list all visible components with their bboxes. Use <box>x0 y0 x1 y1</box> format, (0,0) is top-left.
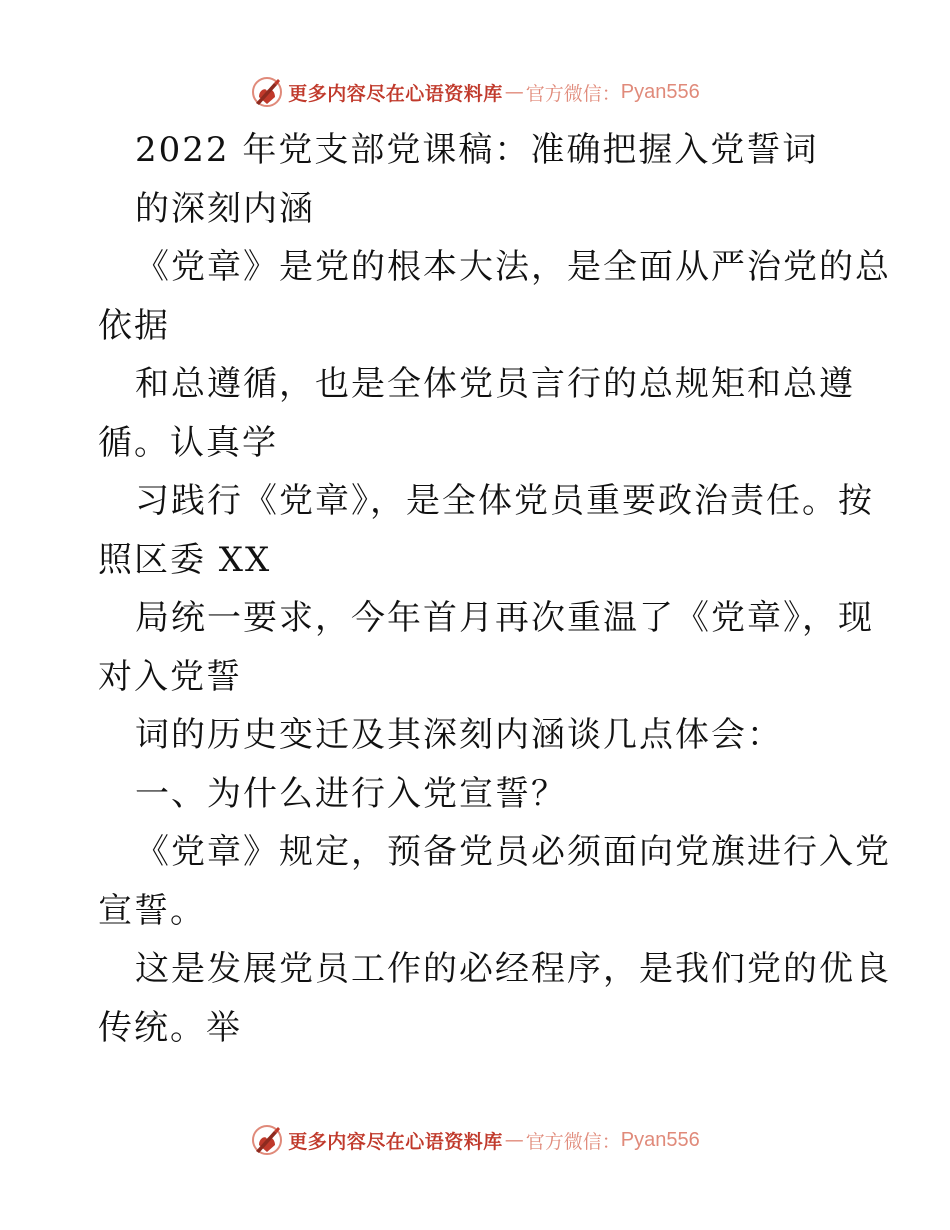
banner-brand-text: 更多内容尽在心语资料库 <box>288 82 503 105</box>
banner-brand-text: 更多内容尽在心语资料库 <box>288 1130 503 1153</box>
banner-contact-label: 官方微信： <box>525 1130 621 1153</box>
doc-line: 对入党誓 <box>98 656 242 697</box>
doc-line: 照区委 XX <box>98 539 272 580</box>
header-banner <box>0 72 950 112</box>
banner-wechat-id: Pyan556 <box>620 80 700 103</box>
footer-banner <box>0 1120 950 1160</box>
doc-line: 局统一要求，今年首月再次重温了《党章》，现 <box>135 598 874 638</box>
doc-title-line-1: 2022 年党支部党课稿：准确把握入党誓词 <box>135 130 819 170</box>
doc-line: 习践行《党章》，是全体党员重要政治责任。按 <box>135 481 874 521</box>
doc-line: 《党章》规定，预备党员必须面向党旗进行入党 <box>135 832 891 872</box>
section-heading: 一、为什么进行入党宣誓？ <box>135 773 567 814</box>
doc-line: 这是发展党员工作的必经程序，是我们党的优良 <box>135 949 891 989</box>
doc-line: 宣誓。 <box>98 890 206 931</box>
doc-line: 词的历史变迁及其深刻内涵谈几点体会： <box>135 715 783 755</box>
pen-heart-logo-icon <box>250 75 284 109</box>
banner-separator: — <box>504 81 524 103</box>
banner-separator: — <box>504 1129 524 1151</box>
doc-line: 循。认真学 <box>98 422 278 463</box>
pen-heart-logo-icon <box>250 1123 284 1157</box>
doc-line: 传统。举 <box>98 1007 242 1048</box>
banner-contact-label: 官方微信： <box>525 82 621 105</box>
doc-line: 和总遵循，也是全体党员言行的总规矩和总遵 <box>135 364 855 404</box>
banner-wechat-id: Pyan556 <box>620 1128 700 1151</box>
doc-line: 《党章》是党的根本大法，是全面从严治党的总 <box>135 247 891 287</box>
doc-title-line-2: 的深刻内涵 <box>135 188 315 229</box>
document-body <box>98 121 891 1057</box>
doc-line: 依据 <box>98 305 170 346</box>
